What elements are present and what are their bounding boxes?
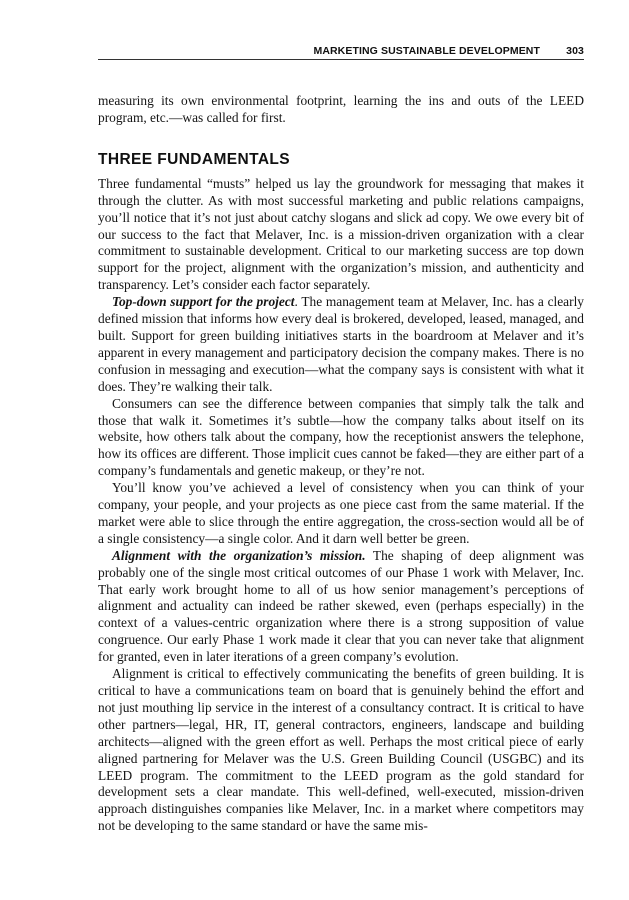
paragraph-text: The shaping of deep alignment was probably one of the single most critical outcomes of our Phase 1 work with Melaver, Inc. That early work brought home to all of us how senior management’s perceptions of alignment and actuality can indeed be rather skewed, even (perhaps especially) in the context of a values-centric organization where there is a strong supposition of value congruence. Our early Phase 1 work made it clear that you can never take that alignment for granted, even in later iterations of a green company’s evolution. xyxy=(98,547,584,665)
paragraph-text: . The management team at Melaver, Inc. has a clearly defined mission that informs how every deal is brokered, developed, leased, managed, and built. Support for green building initiatives starts in the boardroom at Melaver and it’s apparent in every management and participatory decision the company makes. There is no confusion in messaging and execution—what the company says is consistent with what it does. They’re walking their talk. xyxy=(98,294,584,394)
section-heading: THREE FUNDAMENTALS xyxy=(98,150,291,168)
page-number: 303 xyxy=(566,45,584,57)
paragraph-consumers: Consumers can see the difference between companies that simply talk the talk and those that walk it. Sometimes it’s subtle—how the company talks about itself on its website, how others talk about the company, how the receptionist answers the telephone, how its offices are different. Those implicit cues cannot be faked—they are either part of a company’s fundamentals and genetic makeup, or they’re not. xyxy=(98,395,584,479)
running-header xyxy=(98,42,584,60)
running-title: MARKETING SUSTAINABLE DEVELOPMENT xyxy=(313,45,540,57)
paragraph-consistency: You’ll know you’ve achieved a level of consistency when you can think of your company, your people, and your projects as one piece cast from the same material. If the market were able to slice through the entire aggregation, the cross-section would all be of a single consistency—a single color. And it darn well better be green. xyxy=(98,480,584,546)
paragraph-intro: Three fundamental “musts” helped us lay the groundwork for messaging that makes it through the clutter. As with most successful marketing and public relations campaigns, you’ll notice that it’s not just about catchy slogans and slick ad copy. We owe every bit of our success to the fact that Melaver, Inc. is a mission-driven organization with a clear commitment to sustainable development. Critical to our marketing success are top down support for the project, alignment with the organization’s mission, and authenticity and transparency. Let’s consider each factor separately. xyxy=(98,175,584,293)
run-in-heading-alignment: Alignment with the organization’s mission. xyxy=(112,547,366,563)
paragraph-top-down-support xyxy=(98,294,584,395)
continuation-paragraph: measuring its own environmental footprint, learning the ins and outs of the LEED program, etc.—was called for first. xyxy=(98,93,584,125)
paragraph-alignment xyxy=(98,548,584,666)
paragraph-alignment-critical: Alignment is critical to effectively communicating the benefits of green building. It is critical to have a communications team on board that is genuinely behind the effort and not just mouthing lip service in the interest of a consultancy contract. It is critical to have other partners—legal, HR, IT, general contractors, engineers, landscape and building architects—aligned with the green effort as well. Perhaps the most critical piece of early aligned partnering for Melaver was the U.S. Green Building Council (USGBC) and its LEED program. The commitment to the LEED program as the gold standard for development sets a clear mandate. This well-defined, well-executed, mission-driven approach distinguishes companies like Melaver, Inc. in a market where competitors may not be developing to the same standard or have the same mis- xyxy=(98,666,584,834)
body-text xyxy=(98,93,584,835)
run-in-heading-top-down: Top-down support for the project xyxy=(112,294,295,310)
header-rule xyxy=(98,59,584,60)
